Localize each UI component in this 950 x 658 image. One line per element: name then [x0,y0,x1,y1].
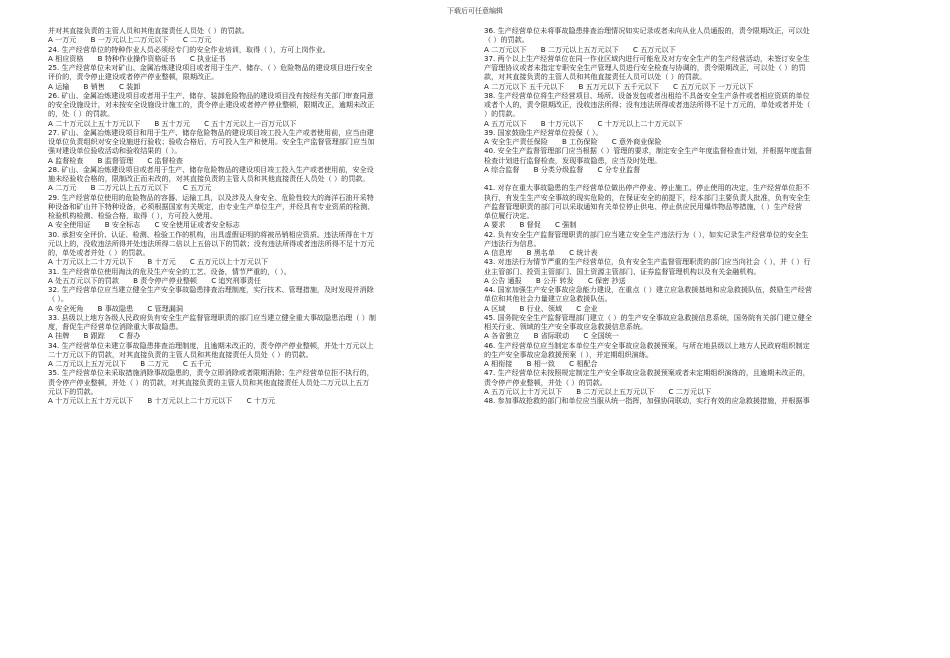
text-line: A 安全使用证 B 安全标志 C 安全使用证或者安全标志 [48,220,240,230]
text-line: 强对建设单位验收活动和验收结果的（ ）。 [48,146,182,156]
text-line: 34. 生产经营单位未建立事故隐患排查治理制度，且逾期未改正的，责令停产停业整顿，并处十万元以上 [48,340,374,350]
text-line: A 相衔接 B 相一致 C 相配合 [484,359,598,368]
right-column [484,26,904,405]
left-column [48,26,468,405]
text-line: 38. 生产经营单位将生产经营项目、场所、设备发包或者出租给不具备安全生产条件或者相应资质的单位 [484,90,810,100]
text-line: 39. 国家鼓励生产经营单位投保（ ）。 [484,127,603,137]
text-line: 31. 生产经营单位使用淘汰的危及生产安全的工艺、设备，情节严重的，（ ）。 [48,266,291,276]
text-line: 29. 生产经营单位使用的危险物品的容器、运输工具，以及涉及人身安全、危险性较大的海洋石油开采特 [48,192,374,202]
text-line: A 要求 B 督促 C 强制 [484,220,577,230]
text-line: 44. 国家加强生产安全事故应急能力建设，在重点（ ）建立应急救援基地和应急救援队伍，鼓励生产经营 [484,285,812,294]
text-line: 元以上的，没收违法所得并处违法所得二倍以上五倍以下的罚款；没有违法所得或者违法所得不足十万元 [48,238,375,248]
text-line: 30. 承担安全评价、认证、检测、检验工作的机构，出具虚假证明的将被吊销相应资质。违法所得在十万 [48,229,374,239]
text-line: A 五万元以上十万元以下 B 二万元以上五万元以下 C 二万元以下 [484,386,712,396]
text-line: 33. 县级以上地方各级人民政府负有安全生产监督管理职责的部门应当建立健全重大事故隐患治理（ ）制 [48,312,376,322]
text-line: 48. 参加事故抢救的部门和单位应当服从统一指挥，加强协同联动，实行有效的应急救援措施，并根据事 [484,396,810,405]
text-line: A 挂牌 B 跟踪 C 督办 [48,331,141,341]
text-line: A 处五万元以下的罚款 B 责令停产停业整顿 C 追究刑事责任 [48,275,261,285]
text-line: 26. 矿山、金属冶炼建设项目或者用于生产、储存、装卸危险物品的建设项目没有按经有关部门审查同意 [48,90,374,100]
text-line: 业主管部门、投资主管部门、国土资源主管部门、证券监督管理机构以及有关金融机构。 [484,266,761,276]
text-line: 47. 生产经营单位未按照规定制定生产安全事故应急救援预案或者未定期组织演练的，且逾期未改正的， [484,368,810,378]
text-line: A 公告 通报 B 公开 转发 C 保密 抄送 [484,275,626,285]
text-line: 单位履行决定。 [484,211,534,220]
text-line: 检查计划进行监督检查，发现事故隐患，应当及时处理。 [484,155,662,165]
text-line: 产违法行为信息。 [484,238,541,248]
text-line: （ ）的罚款。 [484,35,529,45]
text-line: 评价的，责令停止建设或者停产停业整顿，限期改正。 [48,72,219,82]
text-line: A 运输 B 销售 C 装卸 [48,81,141,91]
text-line: A 二十万元以上五十万元以下 B 五十万元 C 五十万元以上一百万元以下 [48,118,297,128]
text-line: 种设备和矿山井下特种设备，必须根据国家有关规定，由专业生产单位生产，并经具有专业资质的检测、 [48,201,375,211]
text-line: 37. 两个以上生产经营单位在同一作业区域内进行可能危及对方安全生产的生产经营活动，未签订安全生 [484,53,810,63]
text-line: 施未经验收合格的，限制改正而未改的，对其直接负责的主管人员和其他直接责任人员处（ ）的罚款。 [48,174,370,183]
text-line: 24. 生产经营单位的特种作业人员必须经专门的安全作业培训，取得（ ），方可上岗作业。 [48,44,330,54]
text-line: 28. 矿山、金属冶炼建设项目或者用于生产、储存危险物品的建设项目竣工投入生产或者使用前，安全设 [48,164,374,174]
text-line: 单位和其他社会力量建立应急救援队伍。 [484,294,612,304]
text-line: A 综合监督 B 分类分级监督 C 分专业监督 [484,164,641,174]
text-line: A 监督检查 B 监督管理 C 监督检查 [48,155,183,165]
text-line: A 安全死角 B 事故隐患 C 管理漏洞 [48,303,183,313]
text-line: A 各省独立 B 省际联动 C 全国统一 [484,331,619,341]
text-line: 43. 对违法行为情节严重的生产经营单位，负有安全生产监督管理职责的部门应当向社会（ ），并（ ）行 [484,257,811,267]
text-line: ）的罚款。 [484,109,520,119]
text-line: A 信息库 B 黑名单 C 统计表 [484,248,598,257]
text-line: 度，督促生产经营单位消除重大事故隐患。 [48,322,183,331]
text-line: 的生产安全事故应急救援预案（ ），并定期组织演练。 [484,349,653,359]
text-line: 款，对其直接负责的主管人员和其他直接责任人员可以处（ ）的罚款。 [484,72,707,82]
text-line: 设单位负责组织对安全设施进行验收；验收合格后，方可投入生产和使用。安全生产监督管理部门应当加 [48,137,375,146]
text-line: A 二万元以下 五千元以下 B 五万元以下 五千元以下 C 五万元以下 一万元以下 [484,81,754,91]
text-line: 责令停产停业整顿，并处（ ）的罚款，对其直接负责的主管人员和其他直接责任人员处二万元以上五万 [48,377,370,387]
text-line: A 五万元以下 B 十万元以下 C 十万元以上二十万元以下 [484,118,683,128]
text-line: A 二万元以下 B 二万元以上五万元以下 C 五万元以下 [484,44,676,54]
text-line: 检验机构检测、检验合格，取得（ ），方可投入使用。 [48,211,217,220]
text-line: 40. 安全生产监督管理部门应当根据（ ）管理的要求，制定安全生产年度监督检查计划，并根据年度监督 [484,146,812,156]
text-line: A 一万元 B 一万元以上二万元以下 C 二万元 [48,35,212,45]
text-line: 25. 生产经营单位未对矿山、金属冶炼建设项目或者用于生产、储存、（ ）危险物品的建设项目进行安全 [48,63,373,72]
page-header: 下载后可任意编辑 [447,7,503,15]
text-line: A 十万元以上二十万元以下 B 十万元 C 五万元以上十万元以下 [48,257,269,267]
text-line: 41. 对存在重大事故隐患的生产经营单位做出停产停业、停止施工、停止使用的决定，生产经营单位拒不 [484,183,810,193]
text-line: A 相应资格 B 特种作业操作资格证书 C 执业证书 [48,53,226,63]
text-line: 32. 生产经营单位应当建立健全生产安全事故隐患排查治理制度，实行技术、管理措施，及时发现并消除 [48,285,374,294]
text-line: 的安全设施设计，对未按安全设施设计施工的，责令停止建设或者停产停业整顿，限期改正，逾期未改正 [48,100,375,109]
text-line: 执行，有发生生产安全事故的现实危险的，在保证安全的前提下，经本部门主要负责人批准，负有安全生 [484,192,811,202]
text-line: 的，处（ ）的罚款。 [48,109,115,119]
text-line: 相关行业、领域的生产安全事故应急救援信息系统。 [484,322,648,331]
text-line: 产监督管理职责的部门可以采取通知有关单位停止供电、停止供应民用爆炸物品等措施，（ ）生产经营 [484,201,802,211]
text-line: A 二万元以上五万元以下 B 二万元 C 五千元 [48,359,212,368]
text-line: A 十万元以上五十万元以下 B 十万元以上二十万元以下 C 十万元 [48,396,276,405]
text-line: A 区域 B 行业、领域 C 企业 [484,303,598,313]
text-line: 产管理协议或者未指定专职安全生产管理人员进行安全检查与协调的，责令限期改正，可以处（ ）的罚 [484,63,806,72]
text-line: （ ）。 [48,294,68,304]
text-line: 35. 生产经营单位未采取措施消除事故隐患的，责令立即消除或者限期消除；生产经营单位拒不执行的， [48,368,374,378]
text-line: 36. 生产经营单位未将事故隐患排查治理情况如实记录或者未向从业人员通报的，责令限期改正，可以处 [484,26,810,35]
paragraph-gap [484,174,904,183]
text-line: 42. 负有安全生产监督管理职责的部门应当建立安全生产违法行为（ ），如实记录生产经营单位的安全生 [484,229,809,239]
text-line: A 二万元 B 二万元以上五万元以下 C 五万元 [48,183,212,193]
text-line: 元以下的罚款。 [48,386,98,396]
text-line: 27. 矿山、金属冶炼建设项目和用于生产、储存危险物品的建设项目竣工投入生产或者使用前，应当由建 [48,127,374,137]
text-line: A 安全生产责任保险 B 工伤保险 C 意外商业保险 [484,137,662,146]
text-line: 的，单处或者并处（ ）的罚款。 [48,248,150,257]
text-line: 46. 生产经营单位应当制定本单位生产安全事故应急救援预案，与所在地县级以上地方人民政府组织制定 [484,340,810,350]
text-line: 45. 国务院安全生产监督管理部门建立（ ）的生产安全事故应急救援信息系统，国务院有关部门建立健全 [484,312,812,322]
text-line: 二十万元以下的罚款，对其直接负责的主管人员和其他直接责任人员处（ ）的罚款。 [48,349,313,359]
text-line: 并对其直接负责的主管人员和其他直接责任人员处（ ）的罚款。 [48,26,249,35]
text-line: 责令停产停业整顿，并处（ ）的罚款。 [484,377,607,387]
text-line: 或者个人的，责令限期改正，没收违法所得；没有违法所得或者违法所得不足十万元的，单处或者并处（ [484,100,811,109]
